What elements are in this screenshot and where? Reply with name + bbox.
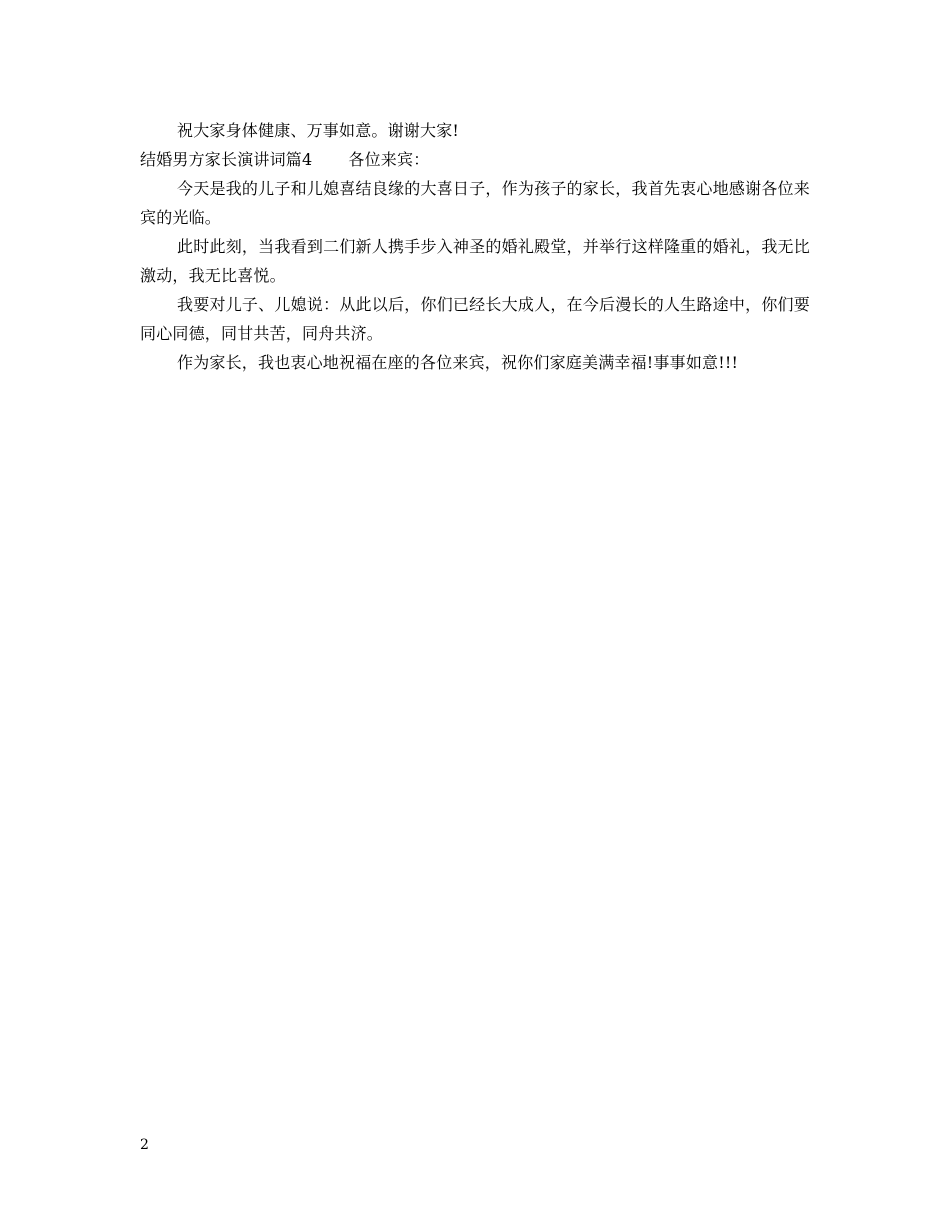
speech-paragraph-4: 作为家长，我也衷心地祝福在座的各位来宾，祝你们家庭美满幸福!事事如意!!! [177,353,739,372]
salutation: 各位来宾： [348,150,430,169]
speech-paragraph-3: 我要对儿子、儿媳说：从此以后，你们已经长大成人，在今后漫长的人生路途中，你们要同心同德，同甘共苦，同舟共济。 [140,295,810,343]
document-body [140,116,810,377]
section-title: 结婚男方家长演讲词篇4 [140,150,313,169]
closing-wish-paragraph: 祝大家身体健康、万事如意。谢谢大家! [177,121,460,140]
speech-paragraph-1: 今天是我的儿子和儿媳喜结良缘的大喜日子，作为孩子的家长，我首先衷心地感谢各位来宾的光临。 [140,179,810,227]
speech-paragraph-2: 此时此刻，当我看到二们新人携手步入神圣的婚礼殿堂，并举行这样隆重的婚礼，我无比激动，我无比喜悦。 [140,237,810,285]
page-number: 2 [140,1137,149,1153]
section-heading-line [140,145,810,174]
